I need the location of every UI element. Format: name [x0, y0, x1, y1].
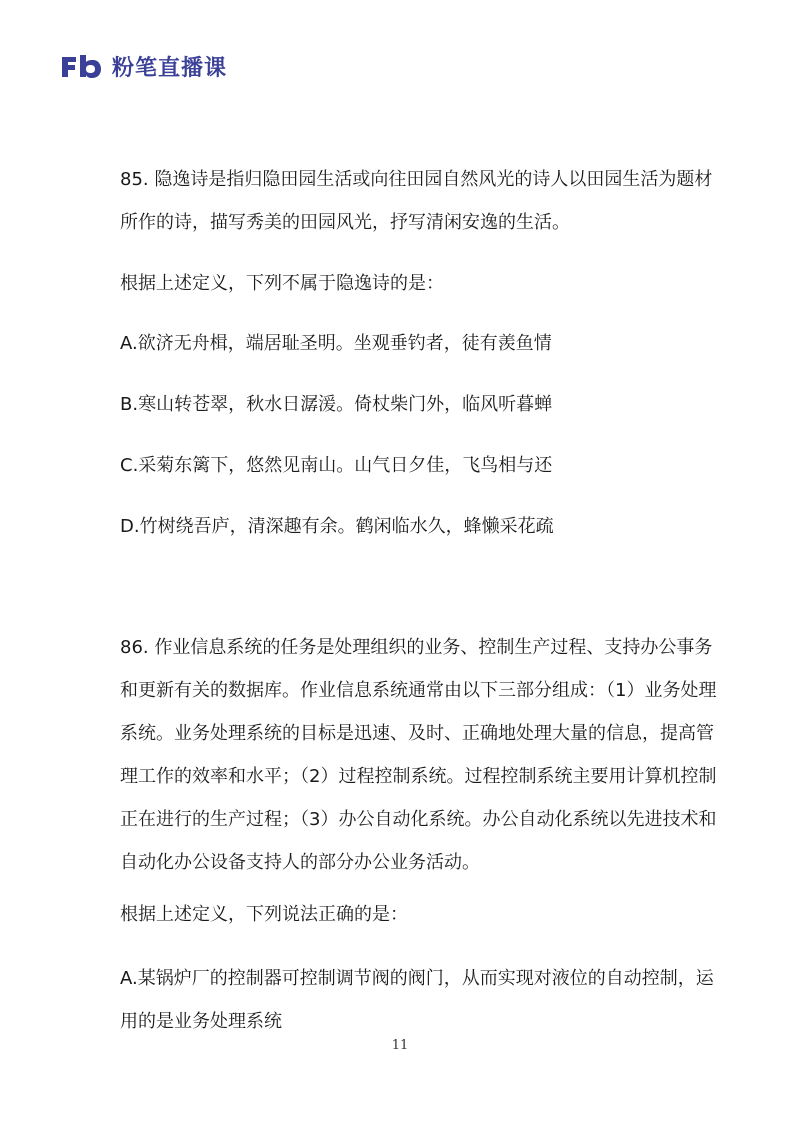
brand-logo	[60, 50, 227, 82]
q85-prompt: 根据上述定义，下列不属于隐逸诗的是：	[120, 273, 444, 294]
q86-stem: 86. 作业信息系统的任务是处理组织的业务、控制生产过程、支持办公事务和更新有关的数据库。作业信息系统通常由以下三部分组成：（1）业务处理系统。业务处理系统的目标是迅速、及时、正确地处理大量的信息，提高管理工作的效率和水平；（2）过程控制系统。过程控制系统主要用计算机控制正在进行的生产过程；（3）办公自动化系统。办公自动化系统以先进技术和自动化办公设备支持人的部分办公业务活动。	[120, 637, 717, 873]
q85-option-c: C.采菊东篱下，悠然见南山。山气日夕佳，飞鸟相与还	[120, 455, 553, 476]
q85-option-a: A.欲济无舟楫，端居耻圣明。坐观垂钓者，徒有羡鱼情	[120, 333, 552, 354]
q86-prompt: 根据上述定义，下列说法正确的是：	[120, 904, 408, 925]
q85-stem: 85. 隐逸诗是指归隐田园生活或向往田园自然风光的诗人以田园生活为题材所作的诗，描写秀美的田园风光，抒写清闲安逸的生活。	[120, 169, 713, 233]
q85-option-d: D.竹树绕吾庐，清深趣有余。鹤闲临水久，蜂懒采花疏	[120, 516, 554, 537]
fb-logo-icon	[60, 53, 104, 79]
logo-brand: 粉笔	[112, 55, 159, 81]
q85-option-b: B.寒山转苍翠，秋水日潺湲。倚杖柴门外，临风听暮蝉	[120, 394, 553, 415]
logo-wordmark	[112, 51, 227, 82]
q86-option-a: A.某锅炉厂的控制器可控制调节阀的阀门，从而实现对液位的自动控制，运用的是业务处理系统	[120, 968, 714, 1032]
page-number: 11	[391, 1038, 409, 1053]
logo-suffix: 直播课	[158, 55, 228, 81]
